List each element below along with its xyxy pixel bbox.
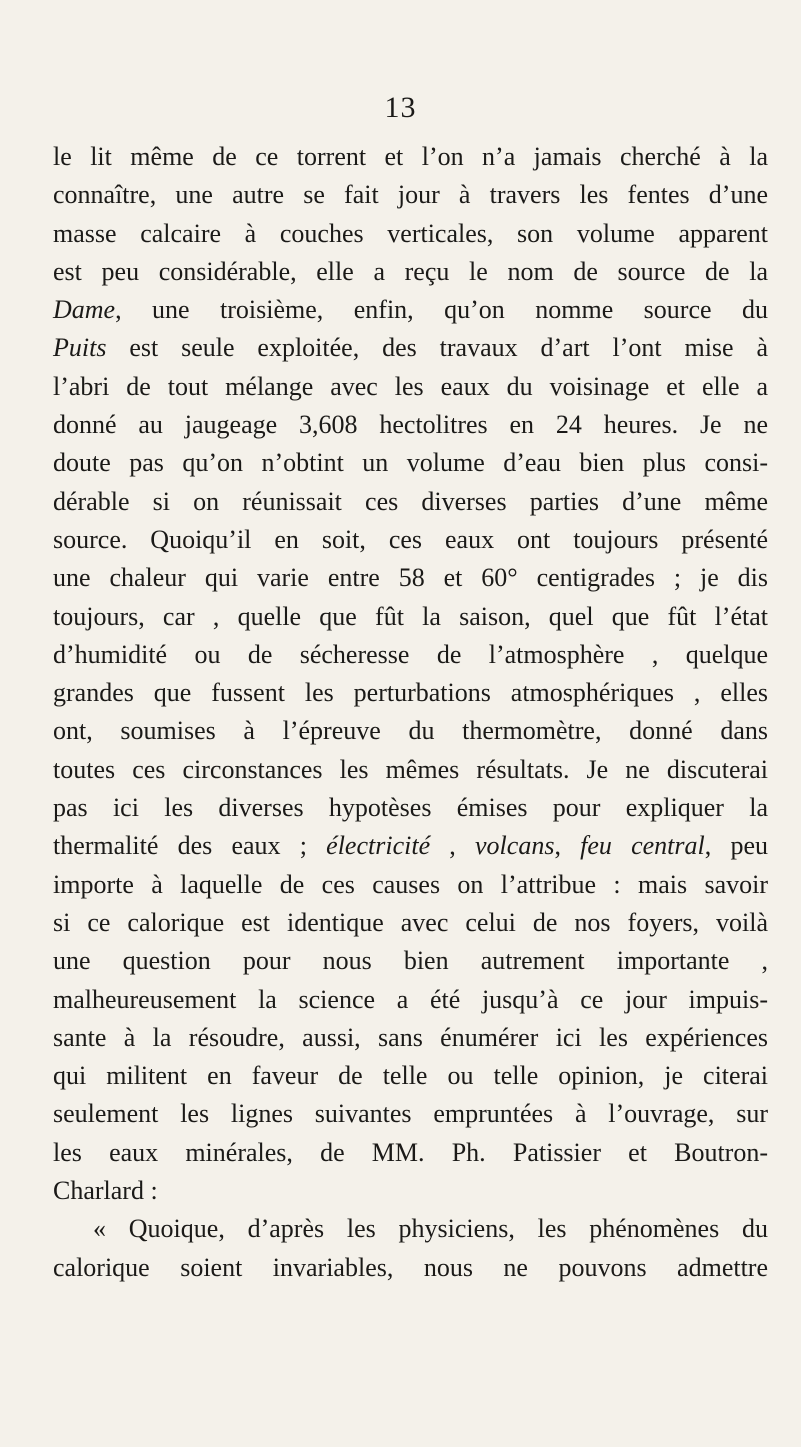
text-line: une chaleur qui varie entre 58 et 60° centigrades ; je dis: [53, 563, 768, 593]
text-line: les eaux minérales, de MM. Ph. Patissier et Boutron-: [53, 1137, 768, 1167]
text-fragment: ,: [554, 831, 581, 861]
text-line: est peu considérable, elle a reçu le nom de source de la: [53, 256, 768, 286]
text-line: grandes que fussent les perturbations atmosphériques , elles: [53, 678, 768, 708]
text-line: qui militent en faveur de telle ou telle opinion, je citerai: [53, 1061, 768, 1091]
text-line: une question pour nous bien autrement importante ,: [53, 946, 768, 976]
text-fragment: est seule exploitée, des travaux d’art l’ont mise à: [106, 333, 768, 363]
text-line: l’abri de tout mélange avec les eaux du voisinage et elle a: [53, 371, 768, 401]
text-line: si ce calorique est identique avec celui de nos foyers, voilà: [53, 907, 768, 937]
text-line: malheureusement la science a été jusqu’à ce jour impuis-: [53, 984, 768, 1014]
text-line: seulement les lignes suivantes empruntées à l’ouvrage, sur: [53, 1099, 768, 1129]
text-line: dérable si on réunissait ces diverses parties d’une même: [53, 486, 768, 516]
text-line: source. Quoiqu’il en soit, ces eaux ont toujours présenté: [53, 524, 768, 554]
text-line: masse calcaire à couches verticales, son volume apparent: [53, 218, 768, 248]
text-line: pas ici les diverses hypotèses émises pour expliquer la: [53, 793, 768, 823]
text-fragment: thermalité des eaux ;: [53, 831, 327, 861]
text-line: doute pas qu’on n’obtint un volume d’eau bien plus consi-: [53, 448, 768, 478]
page-number: 13: [384, 91, 417, 124]
text-fragment: ,: [430, 831, 476, 861]
text-line: toujours, car , quelle que fût la saison, quel que fût l’état: [53, 601, 768, 631]
text-line: importe à laquelle de ces causes on l’attribue : mais savoir: [53, 869, 768, 899]
text-line: calorique soient invariables, nous ne pouvons admettre: [53, 1252, 768, 1282]
text-line: d’humidité ou de sécheresse de l’atmosphère , quelque: [53, 639, 768, 669]
text-line: « Quoique, d’après les physiciens, les phénomènes du: [93, 1214, 768, 1244]
text-fragment: , une troisième, enfin, qu’on nomme source du: [115, 295, 768, 325]
text-fragment: , peu: [704, 831, 769, 861]
text-line: ont, soumises à l’épreuve du thermomètre, donné dans: [53, 716, 768, 746]
body-text: [53, 138, 768, 1287]
text-line: donné au jaugeage 3,608 hectolitres en 24 heures. Je ne: [53, 410, 768, 440]
italic-text: électricité: [326, 831, 431, 861]
text-line: [53, 827, 768, 865]
italic-text: Puits: [53, 333, 107, 363]
italic-text: volcans: [475, 831, 555, 861]
text-line: le lit même de ce torrent et l’on n’a jamais cherché à la: [53, 142, 768, 171]
text-line: [53, 329, 768, 367]
italic-text: Dame: [53, 295, 116, 325]
text-line: connaître, une autre se fait jour à travers les fentes d’une: [53, 180, 768, 210]
text-line: Charlard :: [53, 1176, 158, 1206]
text-line: sante à la résoudre, aussi, sans énumérer ici les expériences: [53, 1022, 768, 1052]
italic-text: feu central: [580, 831, 705, 861]
text-line: [53, 291, 768, 329]
text-line: toutes ces circonstances les mêmes résultats. Je ne discuterai: [53, 754, 768, 784]
